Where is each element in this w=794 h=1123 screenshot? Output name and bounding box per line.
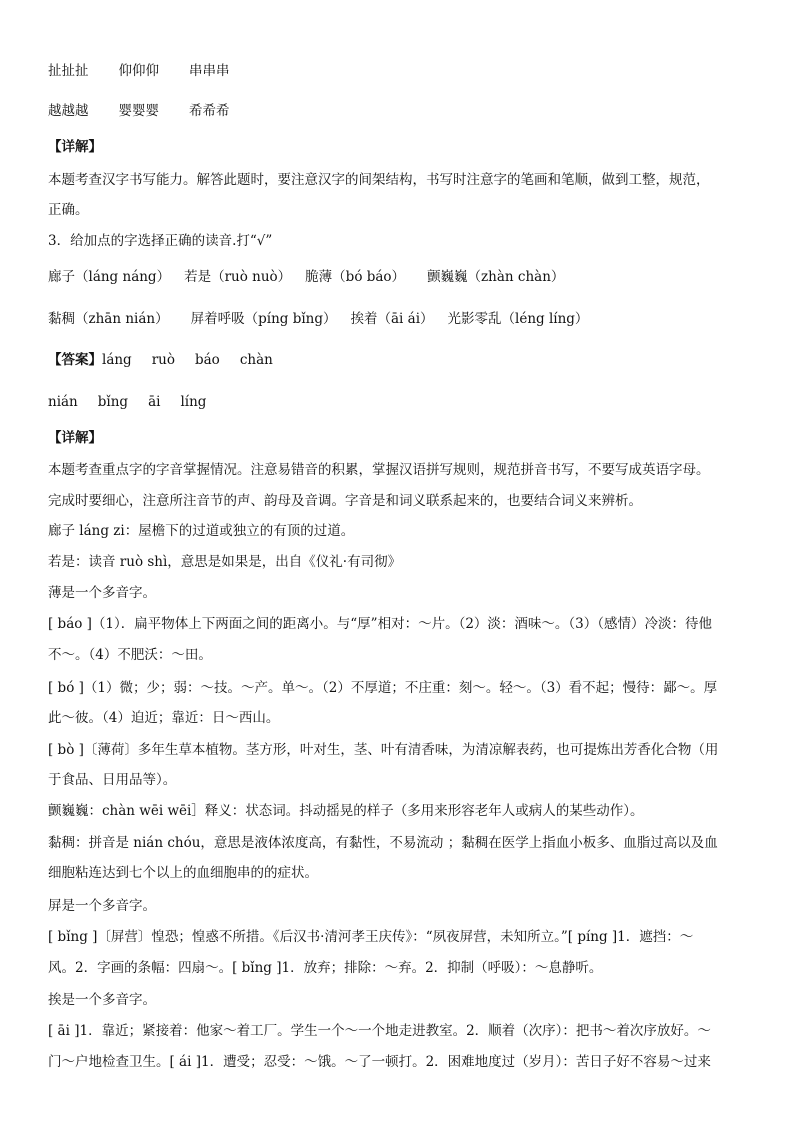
- question-item: 光影零乱（léng líng）: [447, 311, 589, 327]
- practice-word: 希希希: [189, 103, 230, 119]
- answer-pinyin: āi: [148, 394, 161, 410]
- question-item: 若是（ruò nuò）: [184, 269, 292, 285]
- practice-word: 婴婴婴: [118, 103, 159, 119]
- paragraph-line: 颤巍巍：chàn wēi wēi］释义：状态词。抖动摇晃的样子（多用来形容老年人或病人的某些动作）。: [48, 803, 644, 819]
- practice-row-1: [48, 62, 230, 80]
- question-item: 黏稠（zhān nián）: [48, 311, 169, 327]
- paragraph-line: 屏是一个多音字。: [48, 898, 156, 914]
- paragraph-line: 不～。（4）不肥沃：～田。: [48, 647, 212, 663]
- paragraph-line: 细胞粘连达到七个以上的血细胞串的的症状。: [48, 865, 318, 881]
- practice-word: 越越越: [48, 103, 89, 119]
- paragraph-line: 此～彼。（4）迫近；靠近：日～西山。: [48, 710, 280, 726]
- answer-pinyin: chàn: [239, 352, 273, 368]
- section-heading-explanation-2: 【详解】: [48, 430, 102, 446]
- practice-word: 串串串: [189, 63, 230, 79]
- practice-word: 仰仰仰: [118, 63, 159, 79]
- answer-row-1: [48, 351, 273, 369]
- practice-word: 扯扯扯: [48, 63, 89, 79]
- section-heading-explanation-1: 【详解】: [48, 139, 102, 155]
- paragraph-line: 黏稠：拼音是 nián chóu，意思是液体浓度高，有黏性，不易流动 ；黏稠在医学上指血小板多、血脂过高以及血: [48, 835, 718, 851]
- paragraph-line: [ āi ]1．靠近；紧接着：他家～着工厂。学生一个～一个地走进教室。2．顺着（次序）：把书～着次序放好。～: [48, 1023, 711, 1039]
- question-item: 挨着（āi ái）: [350, 311, 434, 327]
- question-items-row-1: [48, 268, 564, 286]
- paragraph-line: 本题考查汉字书写能力。解答此题时，要注意汉字的间架结构，书写时注意字的笔画和笔顺，做到工整，规范，: [48, 172, 710, 188]
- paragraph-line: [ bǐng ]〔屏营〕惶恐；惶惑不所措。《后汉书·清河孝王庆传》：“夙夜屏营，未知所立。”[ píng ]1．遮挡：～: [48, 929, 694, 945]
- paragraph-line: 挨是一个多音字。: [48, 992, 156, 1008]
- answer-label: 【答案】: [48, 352, 102, 368]
- question-item: 廊子（láng náng）: [48, 269, 171, 285]
- question-item: 脆薄（bó báo）: [305, 269, 406, 285]
- paragraph-line: [ bó ]（1）微；少；弱：～技。～产。单～。（2）不厚道；不庄重：刻～。轻～。（3）看不起；慢待：鄙～。厚: [48, 680, 718, 696]
- question-item: 颤巍巍（zhàn chàn）: [427, 269, 565, 285]
- paragraph-line: 薄是一个多音字。: [48, 585, 156, 601]
- answer-pinyin: nián: [48, 394, 78, 410]
- paragraph-line: 正确。: [48, 202, 89, 218]
- answer-pinyin: ruò: [151, 352, 175, 368]
- answer-pinyin: bǐng: [97, 394, 129, 410]
- paragraph-line: 于食品、日用品等）。: [48, 772, 177, 788]
- answer-pinyin: líng: [180, 394, 207, 410]
- paragraph-line: 本题考查重点字的字音掌握情况。注意易错音的积累，掌握汉语拼写规则，规范拼音书写，不要写成英语字母。: [48, 462, 710, 478]
- answer-pinyin: báo: [194, 352, 220, 368]
- paragraph-line: 若是：读音 ruò shì，意思是如果是，出自《仪礼·有司彻》: [48, 554, 402, 570]
- answer-row-2: [48, 393, 206, 411]
- paragraph-line: 门～户地检查卫生。[ ái ]1．遭受；忍受：～饿。～了一顿打。2．困难地度过（岁月）：苦日子好不容易～过来: [48, 1054, 711, 1070]
- answer-pinyin: láng: [102, 352, 132, 368]
- paragraph-line: 完成时要细心，注意所注音节的声、韵母及音调。字音是和词义联系起来的，也要结合词义来辨析。: [48, 493, 642, 509]
- practice-row-2: [48, 102, 230, 120]
- paragraph-line: [ báo ]（1）．扁平物体上下两面之间的距离小。与“厚”相对：～片。（2）淡：酒味～。（3）（感情）冷淡：待他: [48, 616, 713, 632]
- paragraph-line: [ bò ]〔薄荷〕多年生草本植物。茎方形，叶对生，茎、叶有清香味，为清凉解表药，也可提炼出芳香化合物（用: [48, 742, 719, 758]
- question-3-title: 3．给加点的字选择正确的读音.打“√”: [48, 233, 273, 249]
- question-items-row-2: [48, 310, 588, 328]
- paragraph-line: 风。2．字画的条幅：四扇～。[ bǐng ]1．放弃；排除：～弃。2．抑制（呼吸）：～息静听。: [48, 960, 603, 976]
- paragraph-line: 廊子 láng zi：屋檐下的过道或独立的有顶的过道。: [48, 523, 355, 539]
- question-item: 屏着呼吸（píng bǐng）: [190, 311, 337, 327]
